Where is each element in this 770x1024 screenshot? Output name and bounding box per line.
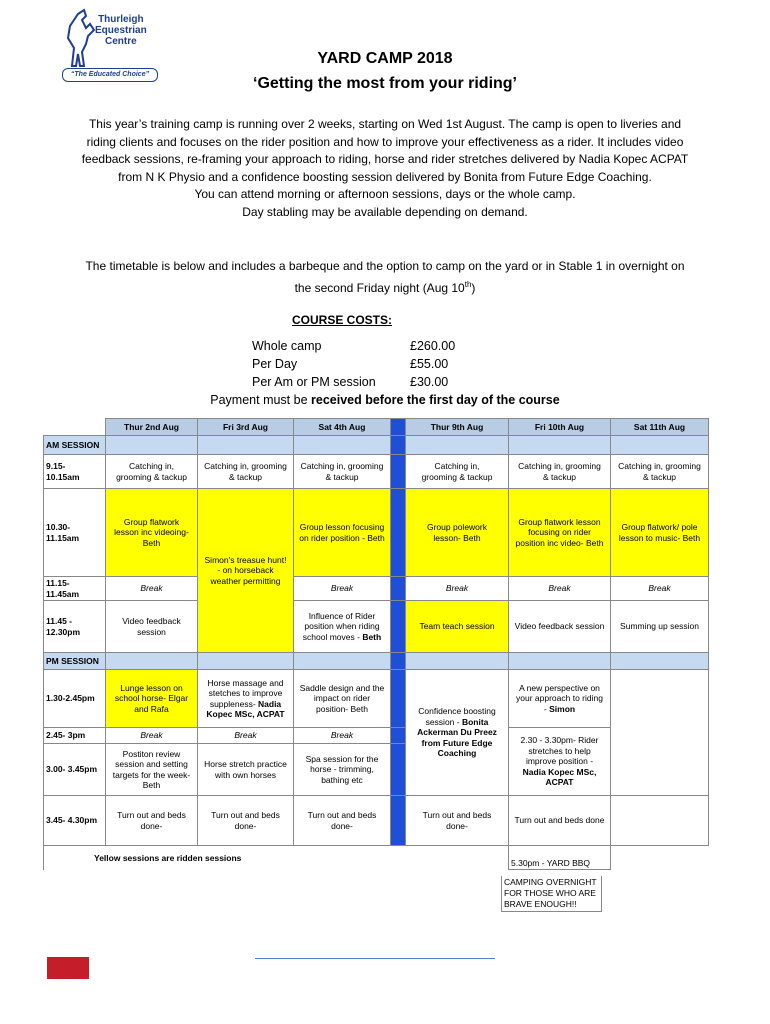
time-slot: 11.15- 11.45am bbox=[44, 577, 106, 601]
day-header: Sat 11th Aug bbox=[611, 419, 709, 436]
break-cell: Break bbox=[509, 577, 611, 601]
pm-session-row bbox=[44, 653, 709, 670]
timetable-header-row bbox=[44, 419, 709, 436]
payment-note: Payment must be received before the first day of the course bbox=[210, 393, 560, 407]
am-session-label: AM SESSION bbox=[44, 436, 106, 455]
session-cell: Turn out and beds done- bbox=[106, 796, 198, 846]
break-cell: Break bbox=[106, 577, 198, 601]
logo-name: Thurleigh Equestrian Centre bbox=[95, 14, 147, 47]
time-slot: 2.45- 3pm bbox=[44, 728, 106, 744]
logo bbox=[60, 8, 160, 82]
week-separator bbox=[391, 419, 406, 436]
session-cell: Group polework lesson- Beth bbox=[406, 489, 509, 577]
time-slot: 9.15- 10.15am bbox=[44, 455, 106, 489]
session-cell: Catching in, grooming & tackup bbox=[611, 455, 709, 489]
session-cell: Catching in, grooming & tackup bbox=[106, 455, 198, 489]
time-slot: 3.00- 3.45pm bbox=[44, 744, 106, 796]
cost-row-per-session: Per Am or PM session £30.00 bbox=[252, 375, 449, 389]
session-cell: Turn out and beds done- bbox=[198, 796, 294, 846]
session-cell: Horse stretch practice with own horses bbox=[198, 744, 294, 796]
cost-row-whole-camp: Whole camp £260.00 bbox=[252, 339, 456, 353]
session-cell: Group flatwork/ pole lesson to music- Beth bbox=[611, 489, 709, 577]
session-cell: Catching in, grooming & tackup bbox=[509, 455, 611, 489]
break-cell: Break bbox=[406, 577, 509, 601]
page-title: YARD CAMP 2018 bbox=[317, 50, 453, 67]
day-header: Fri 10th Aug bbox=[509, 419, 611, 436]
session-cell: Influence of Rider position when riding school moves - Beth bbox=[294, 601, 391, 653]
table-row bbox=[44, 728, 709, 744]
intro-paragraph: This year’s training camp is running over 2 weeks, starting on Wed 1st August. The camp is open to liveries and riding clients and focuses on the rider position and how to improve your effectiveness as a rider. It includes video feedback sessions, re-framing your approach to riding, horse and rider stretches delivered by Nadia Kopec ACPAT from N K Physio and a confidence boosting session delivered by Bonita from Future Edge Coaching. You can attend morning or afternoon sessions, days or the whole camp. Day stabling may be available depending on demand. bbox=[81, 117, 689, 219]
session-cell: Horse massage and stetches to improve suppleness- Nadia Kopec MSc, ACPAT bbox=[198, 670, 294, 728]
day-header: Sat 4th Aug bbox=[294, 419, 391, 436]
time-slot: 1.30-2.45pm bbox=[44, 670, 106, 728]
day-header: Fri 3rd Aug bbox=[198, 419, 294, 436]
table-row bbox=[44, 796, 709, 846]
session-cell: Saddle design and the impact on rider position- Beth bbox=[294, 670, 391, 728]
session-cell: Video feedback session bbox=[509, 601, 611, 653]
session-cell: Catching in, grooming & tackup bbox=[198, 455, 294, 489]
session-cell: Turn out and beds done- bbox=[294, 796, 391, 846]
time-slot: 10.30- 11.15am bbox=[44, 489, 106, 577]
footer-link bbox=[255, 958, 495, 959]
session-cell: Group lesson focusing on rider position - Beth bbox=[294, 489, 391, 577]
session-cell: Summing up session bbox=[611, 601, 709, 653]
stabling-line: Day stabling may be available depending on demand. bbox=[242, 204, 528, 219]
day-header: Thur 2nd Aug bbox=[106, 419, 198, 436]
time-slot: 11.45 - 12.30pm bbox=[44, 601, 106, 653]
session-cell: Postiton review session and setting targets for the week- Beth bbox=[106, 744, 198, 796]
timetable bbox=[43, 418, 709, 870]
camping-note: CAMPING OVERNIGHT FOR THOSE WHO ARE BRAVE ENOUGH!! bbox=[501, 876, 602, 912]
session-cell: Turn out and beds done bbox=[509, 796, 611, 846]
table-row bbox=[44, 489, 709, 577]
page-subtitle: ‘Getting the most from your riding’ bbox=[253, 75, 517, 92]
footer-logo bbox=[47, 957, 89, 979]
break-cell: Break bbox=[106, 728, 198, 744]
break-cell: Break bbox=[198, 728, 294, 744]
timetable-intro: The timetable is below and includes a barbeque and the option to camp on the yard or in Stable 1 in overnight on the second Friday night (Aug 10th) bbox=[85, 259, 685, 295]
session-cell: A new perspective on your approach to riding - Simon bbox=[509, 670, 611, 728]
time-slot: 3.45- 4.30pm bbox=[44, 796, 106, 846]
table-row bbox=[44, 577, 709, 601]
day-header: Thur 9th Aug bbox=[406, 419, 509, 436]
session-cell: Catching in, grooming & tackup bbox=[294, 455, 391, 489]
logo-tagline: “The Educated Choice” bbox=[62, 68, 158, 82]
attend-line: You can attend morning or afternoon sessions, days or the whole camp. bbox=[194, 187, 576, 201]
pm-session-label: PM SESSION bbox=[44, 653, 106, 670]
session-cell-treasure-hunt: Simon's treasue hunt! - on horseback weather permitting bbox=[198, 489, 294, 653]
session-cell: Catching in, grooming & tackup bbox=[406, 455, 509, 489]
session-cell: Lunge lesson on school horse- Elgar and Rafa bbox=[106, 670, 198, 728]
session-cell: Video feedback session bbox=[106, 601, 198, 653]
table-legend-row bbox=[44, 846, 709, 870]
table-row bbox=[44, 601, 709, 653]
bbq-note: 5.30pm - YARD BBQ bbox=[509, 846, 611, 870]
table-row bbox=[44, 670, 709, 728]
session-cell: Turn out and beds done- bbox=[406, 796, 509, 846]
session-cell: Spa session for the horse - trimming, bathing etc bbox=[294, 744, 391, 796]
session-cell: Group flatwork lesson focusing on rider position inc video- Beth bbox=[509, 489, 611, 577]
session-cell-confidence: Confidence boosting session - Bonita Ackerman Du Preez from Future Edge Coaching bbox=[406, 670, 509, 796]
break-cell: Break bbox=[611, 577, 709, 601]
course-costs-heading: COURSE COSTS: bbox=[292, 313, 393, 327]
break-cell: Break bbox=[294, 577, 391, 601]
session-cell: Group flatwork lesson inc videoing- Beth bbox=[106, 489, 198, 577]
table-row bbox=[44, 455, 709, 489]
break-cell: Break bbox=[294, 728, 391, 744]
am-session-row bbox=[44, 436, 709, 455]
session-cell: Team teach session bbox=[406, 601, 509, 653]
session-cell-rider-stretches: 2.30 - 3.30pm- Rider stretches to help improve position - Nadia Kopec MSc, ACPAT bbox=[509, 728, 611, 796]
legend-note: Yellow sessions are ridden sessions bbox=[44, 846, 509, 870]
cost-row-per-day: Per Day £55.00 bbox=[252, 357, 449, 371]
